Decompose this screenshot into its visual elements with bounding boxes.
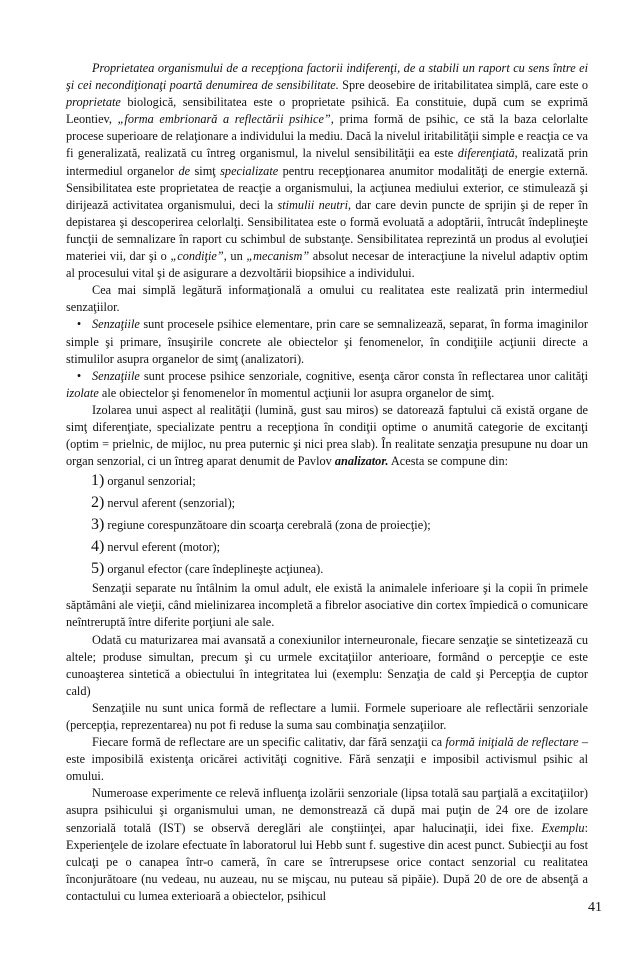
paragraph-experimente: Numeroase experimente ce relevă influenţa izolării senzoriale (lipsa totală sau parţială a excitaţiilor) asupra psihicului şi organismului uman, ne demonstrează că după mai puţin de 24 ore de izolare senzorială totală (IST) se observă dereglări ale conştiinţei, apar halucinaţii, idei fixe. Exemplu: Experienţele de izolare efectuate în laboratorul lui Hebb sunt f. sugestive din acest punct. Subiecţii au fost culcaţi pe o canapea într-o cameră, în care se întrerupsese orice contact senzorial cu realitatea înconjurătoare (nu vedeau, nu auzeau, nu se mişcau, nu puteau să pipăie). După 20 de ore de absenţă a contactului cu lumea exterioară a obiectelor, psihicul xyxy=(66,786,588,903)
paragraph-unica-forma: Senzaţiile nu sunt unica formă de reflectare a lumii. Formele superioare ale reflectării senzoriale (percepţia, reprezentarea) nu pot fi reduse la suma sau combinaţia senzaţiilor. xyxy=(66,700,588,732)
paragraph-sensibilitate: Proprietatea organismului de a recepţiona factorii indiferenţi, de a stabili un raport cu sens între ei şi cei necondiţionaţi poartă denumirea de sensibilitate. Spre deosebire de iritabilitatea simplă, care este o proprietate biologică, sensibilitatea este o proprietate psihică. Ea constituie, după cum se exprimă Leontiev, „forma embrionară a reflectării psihice”, prima formă de psihic, ce stă la baza celorlalte procese superioare de relaţionare a individului la mediu. Dacă la nivelul iritabilităţii simple e reacţia ce va fi generalizată, realizată cu întreg organismul, la nivelul sensibilităţii ea este diferenţiată, realizată prin intermediul organelor de simţ specializate pentru recepţionarea anumitor modalităţi de energie externă. Sensibilitatea este proprietatea de reacţie a organismului, la acţiunea mediului exterior, ce stimulează şi dirijează activitatea organismului, deci la stimulii neutri, dar care devin puncte de sprijin şi de reper în depistarea şi descoperirea celorlalţi. Sensibilitatea este o formă evoluată a adoptării, întrucât îndeplineşte funcţii de semnalizare în raport cu schimbul de substanţe. Sensibilitatea reprezintă un produs al evoluţiei materiei vii, dar şi o „condiţie”, un „mecanism” absolut necesar de interacţiune la nivelul adaptiv optim al procesului vital şi de asigurare a dezvoltării biopsihice a individului. xyxy=(66,61,589,281)
paragraph-legatura: Cea mai simplă legătură informaţională a omului cu realitatea este realizată prin intermediul senzaţiilor. xyxy=(66,283,588,315)
list-item-2: 2) nervul aferent (senzorial); xyxy=(91,494,236,512)
bullet-icon: • xyxy=(76,368,82,383)
paragraph-izolarea: Izolarea unui aspect al realităţii (lumină, gust sau miros) se datorează faptului că există organe de simţ diferenţiate, specializate pentru a recepţiona în condiţii optime o anumită categorie de excitanţi (optim = prielnic, de mijloc, nu prea puternic şi nici prea slab). În realitate senzaţia presupune nu doar un organ senzorial, ci un întreg aparat denumit de Pavlov analizator. Acesta se compune din: xyxy=(66,402,588,469)
paragraph-senzatii-separate: Senzaţii separate nu întâlnim la omul adult, ele există la animalele inferioare şi la copii în primele săptămâni ale vieţii, când mielinizarea incompletă a fibrelor asociative din cortex împiedică o comunicare neîntreruptă între diferite porţiuni ale sale. xyxy=(66,581,588,630)
bullet-item-senzatii-2: • Senzaţiile sunt procese psihice senzoriale, cognitive, esenţa căror consta în reflectarea unor calităţi izolate ale obiectelor şi fenomenelor în momentul acţiunii lor asupra organelor de simţ. xyxy=(66,368,588,400)
list-item-4: 4) nervul eferent (motor); xyxy=(91,538,221,556)
body-text xyxy=(66,60,588,905)
page-number: 41 xyxy=(588,900,602,915)
list-item-3: 3) regiune corespunzătoare din scoarţa cerebrală (zona de proiecţie); xyxy=(91,516,431,534)
list-item-5: 5) organul efector (care îndeplineşte acţiunea). xyxy=(91,560,324,578)
definition-sentence: Proprietatea organismului de a recepţiona factorii indiferenţi, de a stabili un raport cu sens între ei şi cei necondiţionaţi poartă denumirea de sensibilitate. xyxy=(66,61,588,93)
paragraph-specific-calitativ: Fiecare formă de reflectare are un specific calitativ, dar fără senzaţii ca formă iniţială de reflectare – este imposibilă existenţa oricărei activităţi cognitive. Fără senzaţii e imposibil activismul psihic al omului. xyxy=(66,735,588,784)
bullet-item-senzatii-1: • Senzaţiile sunt procesele psihice elementare, prin care se semnalizează, separat, în forma imaginilor simple şi primare, însuşirile concrete ale obiectelor şi fenomenelor, în condiţiile acţiunii directe a stimulilor asupra organelor de simţ (analizatori). xyxy=(66,317,588,366)
bullet-icon: • xyxy=(76,317,82,332)
paragraph-maturizarea: Odată cu maturizarea mai avansată a conexiunilor interneuronale, fiecare senzaţie se sintetizează cu altele; produse simultan, precum şi cu urmele excitaţiilor anterioare, formând o percepţie ce este cunoaşterea sintetică a obiectului în integritatea lui (exemplu: Senzaţia de cald şi Percepţia de cuptor cald) xyxy=(66,632,588,698)
leontiev-quote: „forma embrionară a reflectării psihice” xyxy=(117,112,331,127)
list-item-1: 1) organul senzorial; xyxy=(91,472,196,490)
analizator-term: analizator. xyxy=(334,454,389,469)
